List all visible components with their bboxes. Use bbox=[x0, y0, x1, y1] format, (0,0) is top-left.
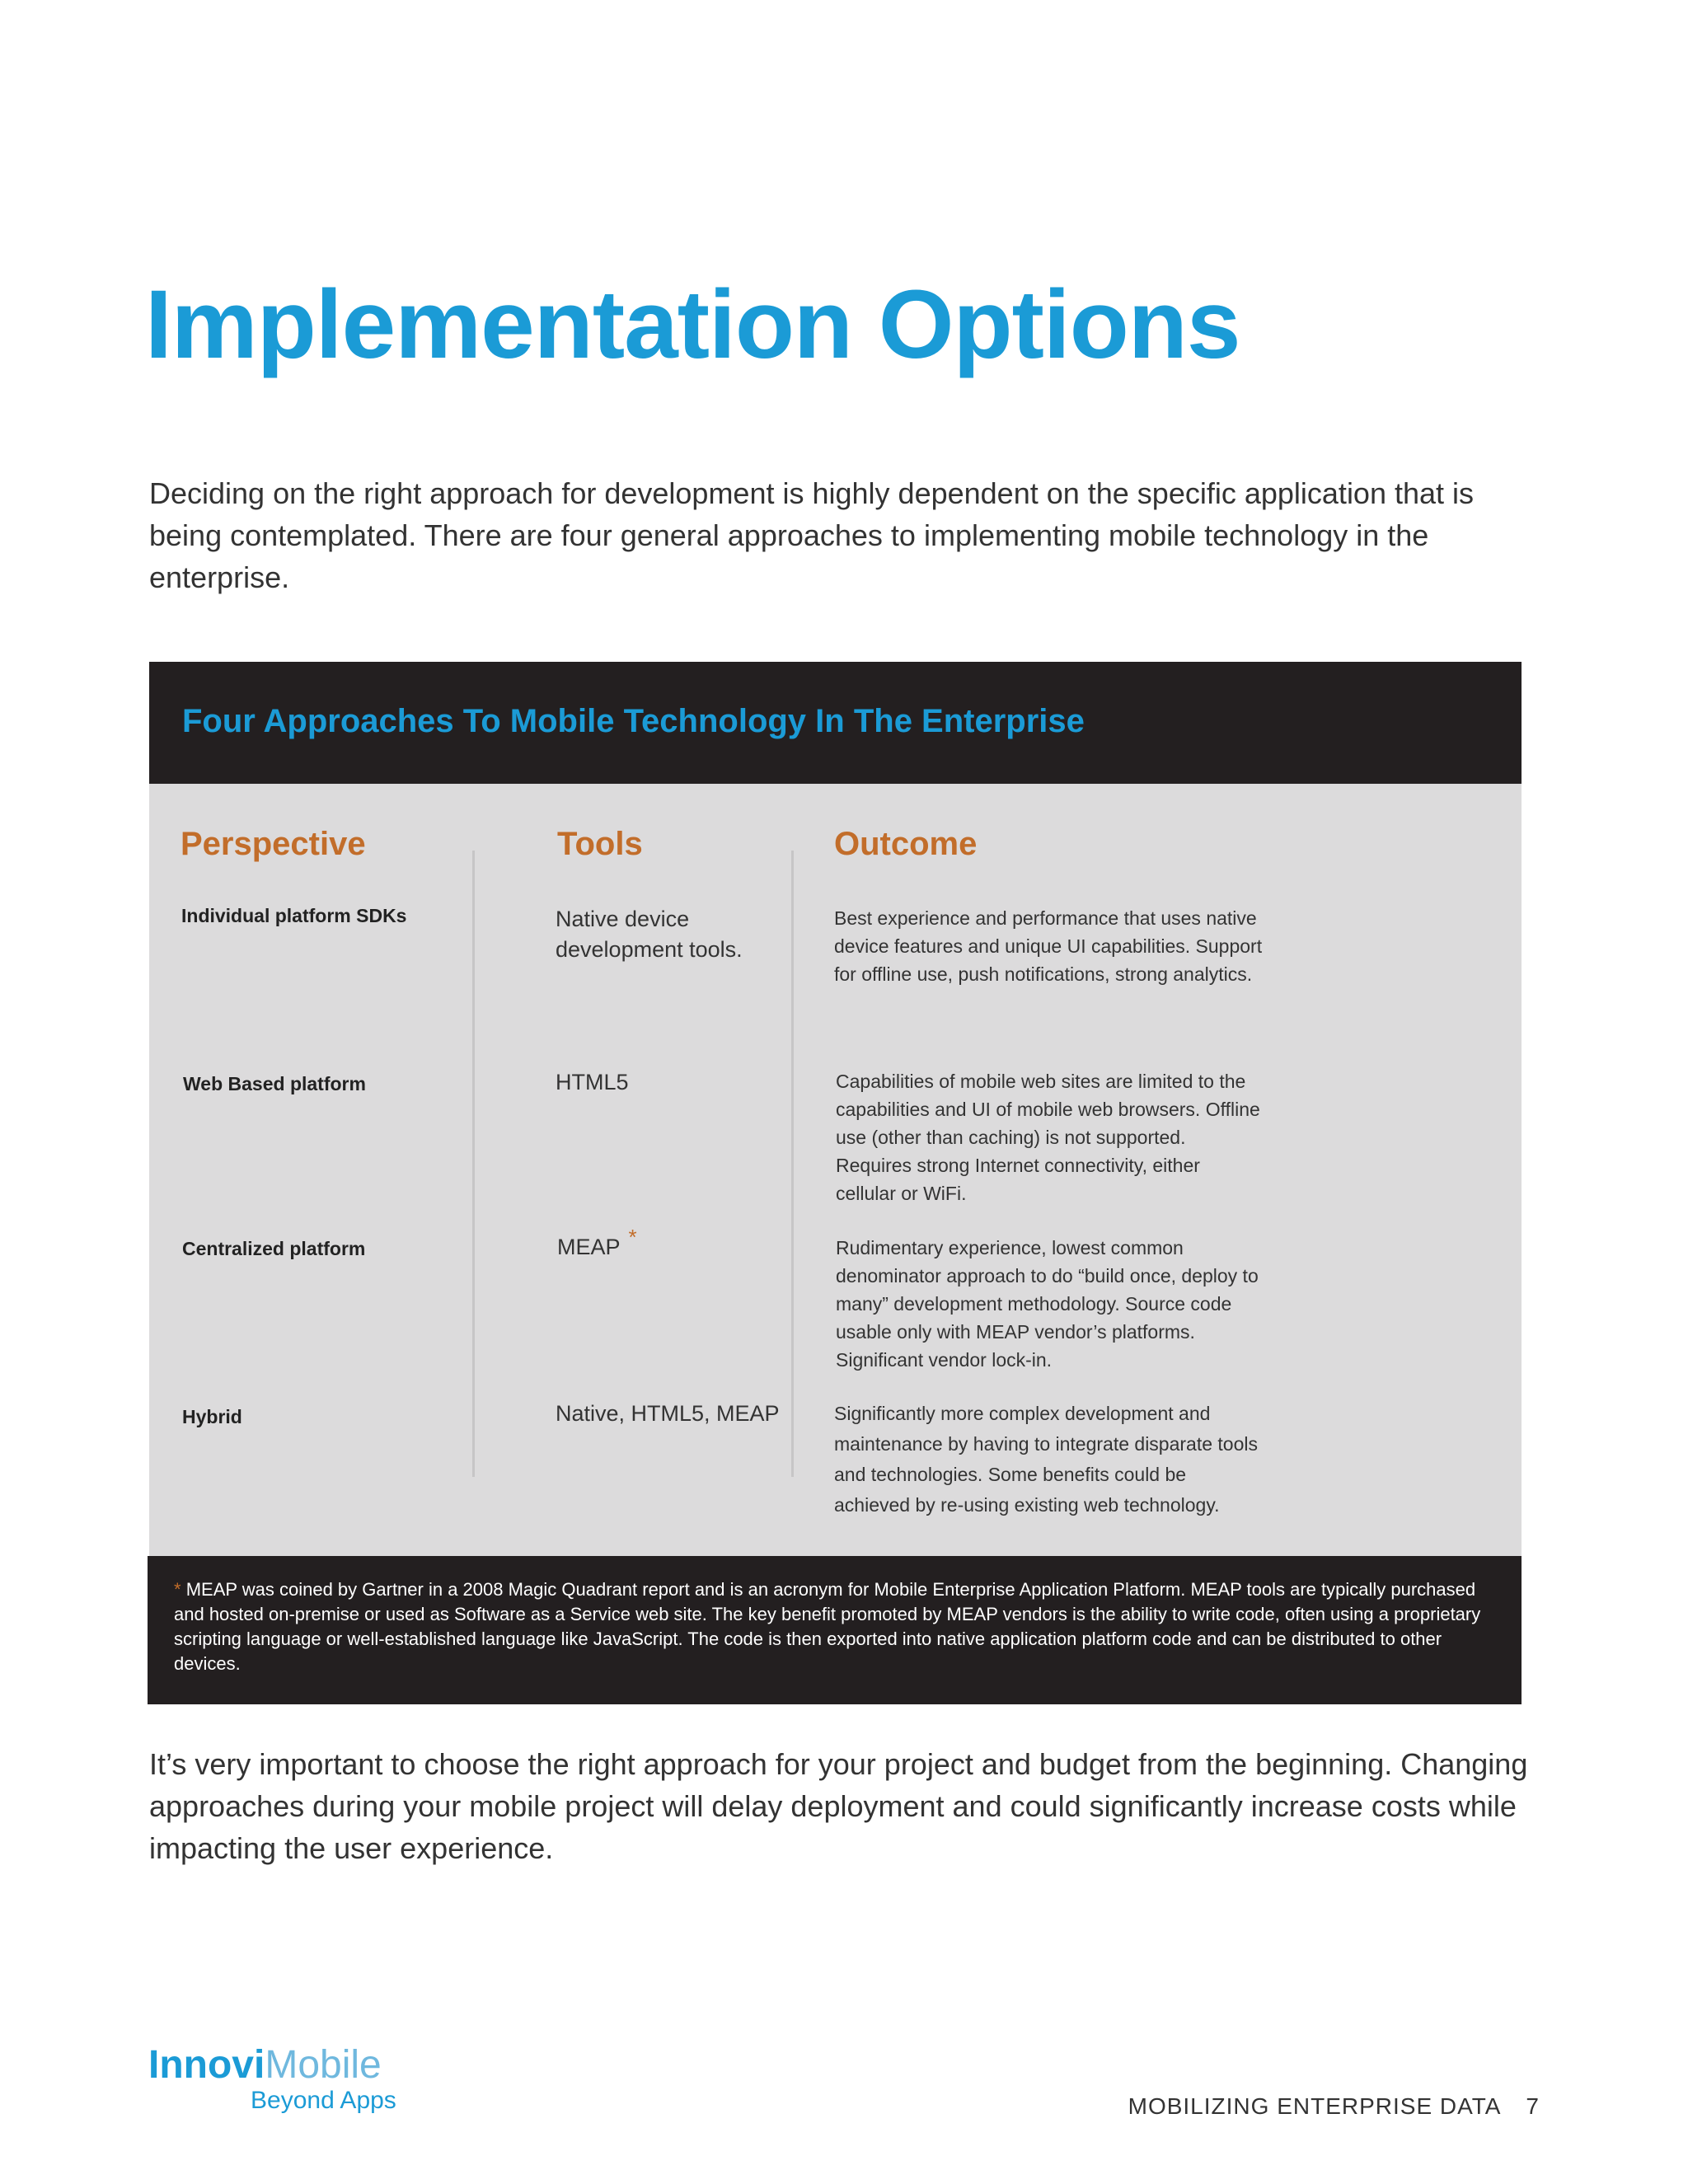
row-outcome: Capabilities of mobile web sites are limited to the capabilities and UI of mobile web browsers. Offline use (other than caching) is not supported. Requires strong Internet connectivity, either cellular or WiFi. bbox=[836, 1071, 1260, 1204]
row-tools: HTML5 bbox=[556, 1070, 629, 1094]
column-divider bbox=[472, 851, 475, 1477]
row-tools-cell bbox=[557, 1225, 796, 1263]
company-logo bbox=[148, 2044, 396, 2115]
row-outcome: Best experience and performance that uses native device features and unique UI capabilities. Support for offline use, push notifications, strong analytics. bbox=[834, 907, 1263, 985]
row-perspective: Web Based platform bbox=[183, 1073, 366, 1094]
footnote-marker: * bbox=[174, 1579, 181, 1600]
row-perspective: Individual platform SDKs bbox=[181, 905, 407, 926]
column-header-outcome: Outcome bbox=[834, 826, 978, 862]
row-tools: Native, HTML5, MEAP bbox=[556, 1401, 780, 1426]
footnote-text bbox=[174, 1577, 1493, 1676]
page-title: Implementation Options bbox=[145, 270, 1240, 379]
column-header-perspective: Perspective bbox=[181, 826, 366, 862]
column-header-tools: Tools bbox=[557, 826, 643, 862]
logo-brand-light: Mobile bbox=[265, 2043, 382, 2087]
footnote-band bbox=[148, 1556, 1522, 1704]
row-outcome: Significantly more complex development and maintenance by having to integrate disparate tools and technologies. Some benefits could be achieved by re-using existing web technology. bbox=[834, 1403, 1258, 1516]
row-perspective: Centralized platform bbox=[182, 1238, 366, 1259]
logo-brand-bold: Innovi bbox=[148, 2043, 265, 2087]
row-tools: Native device development tools. bbox=[556, 907, 743, 962]
row-perspective: Hybrid bbox=[182, 1406, 242, 1427]
footnote-marker: * bbox=[628, 1225, 637, 1249]
page-number: 7 bbox=[1526, 2093, 1540, 2119]
closing-paragraph: It’s very important to choose the right approach for your project and budget from the beginning. Changing approaches during your mobile project will delay deployment and could significantly increase costs while impacting the user experience. bbox=[149, 1747, 1528, 1865]
footer-section-title: MOBILIZING ENTERPRISE DATA bbox=[1128, 2093, 1502, 2119]
page-footer bbox=[1128, 2093, 1540, 2120]
footnote-body: MEAP was coined by Gartner in a 2008 Magic Quadrant report and is an acronym for Mobile Enterprise Application Platform. MEAP tools are typically purchased and hosted on-premise or used as Software as a Service web site. The key benefit promoted by MEAP vendors is the ability to write code, often using a proprietary scripting language or well-established language like JavaScript. The code is then exported into native application platform code and can be distributed to other devices. bbox=[174, 1579, 1481, 1674]
intro-paragraph: Deciding on the right approach for development is highly dependent on the specific application that is being contemplated. There are four general approaches to implementing mobile technology in the enterprise. bbox=[149, 476, 1475, 594]
table-title: Four Approaches To Mobile Technology In The Enterprise bbox=[182, 703, 1085, 739]
table-header-band bbox=[149, 662, 1522, 784]
row-outcome: Rudimentary experience, lowest common denominator approach to do “build once, deploy to many” development methodology. Source code usable only with MEAP vendor’s platforms. Significant vendor lock-in. bbox=[836, 1237, 1259, 1371]
row-tools: MEAP bbox=[557, 1235, 621, 1259]
logo-tagline: Beyond Apps bbox=[251, 2087, 396, 2114]
